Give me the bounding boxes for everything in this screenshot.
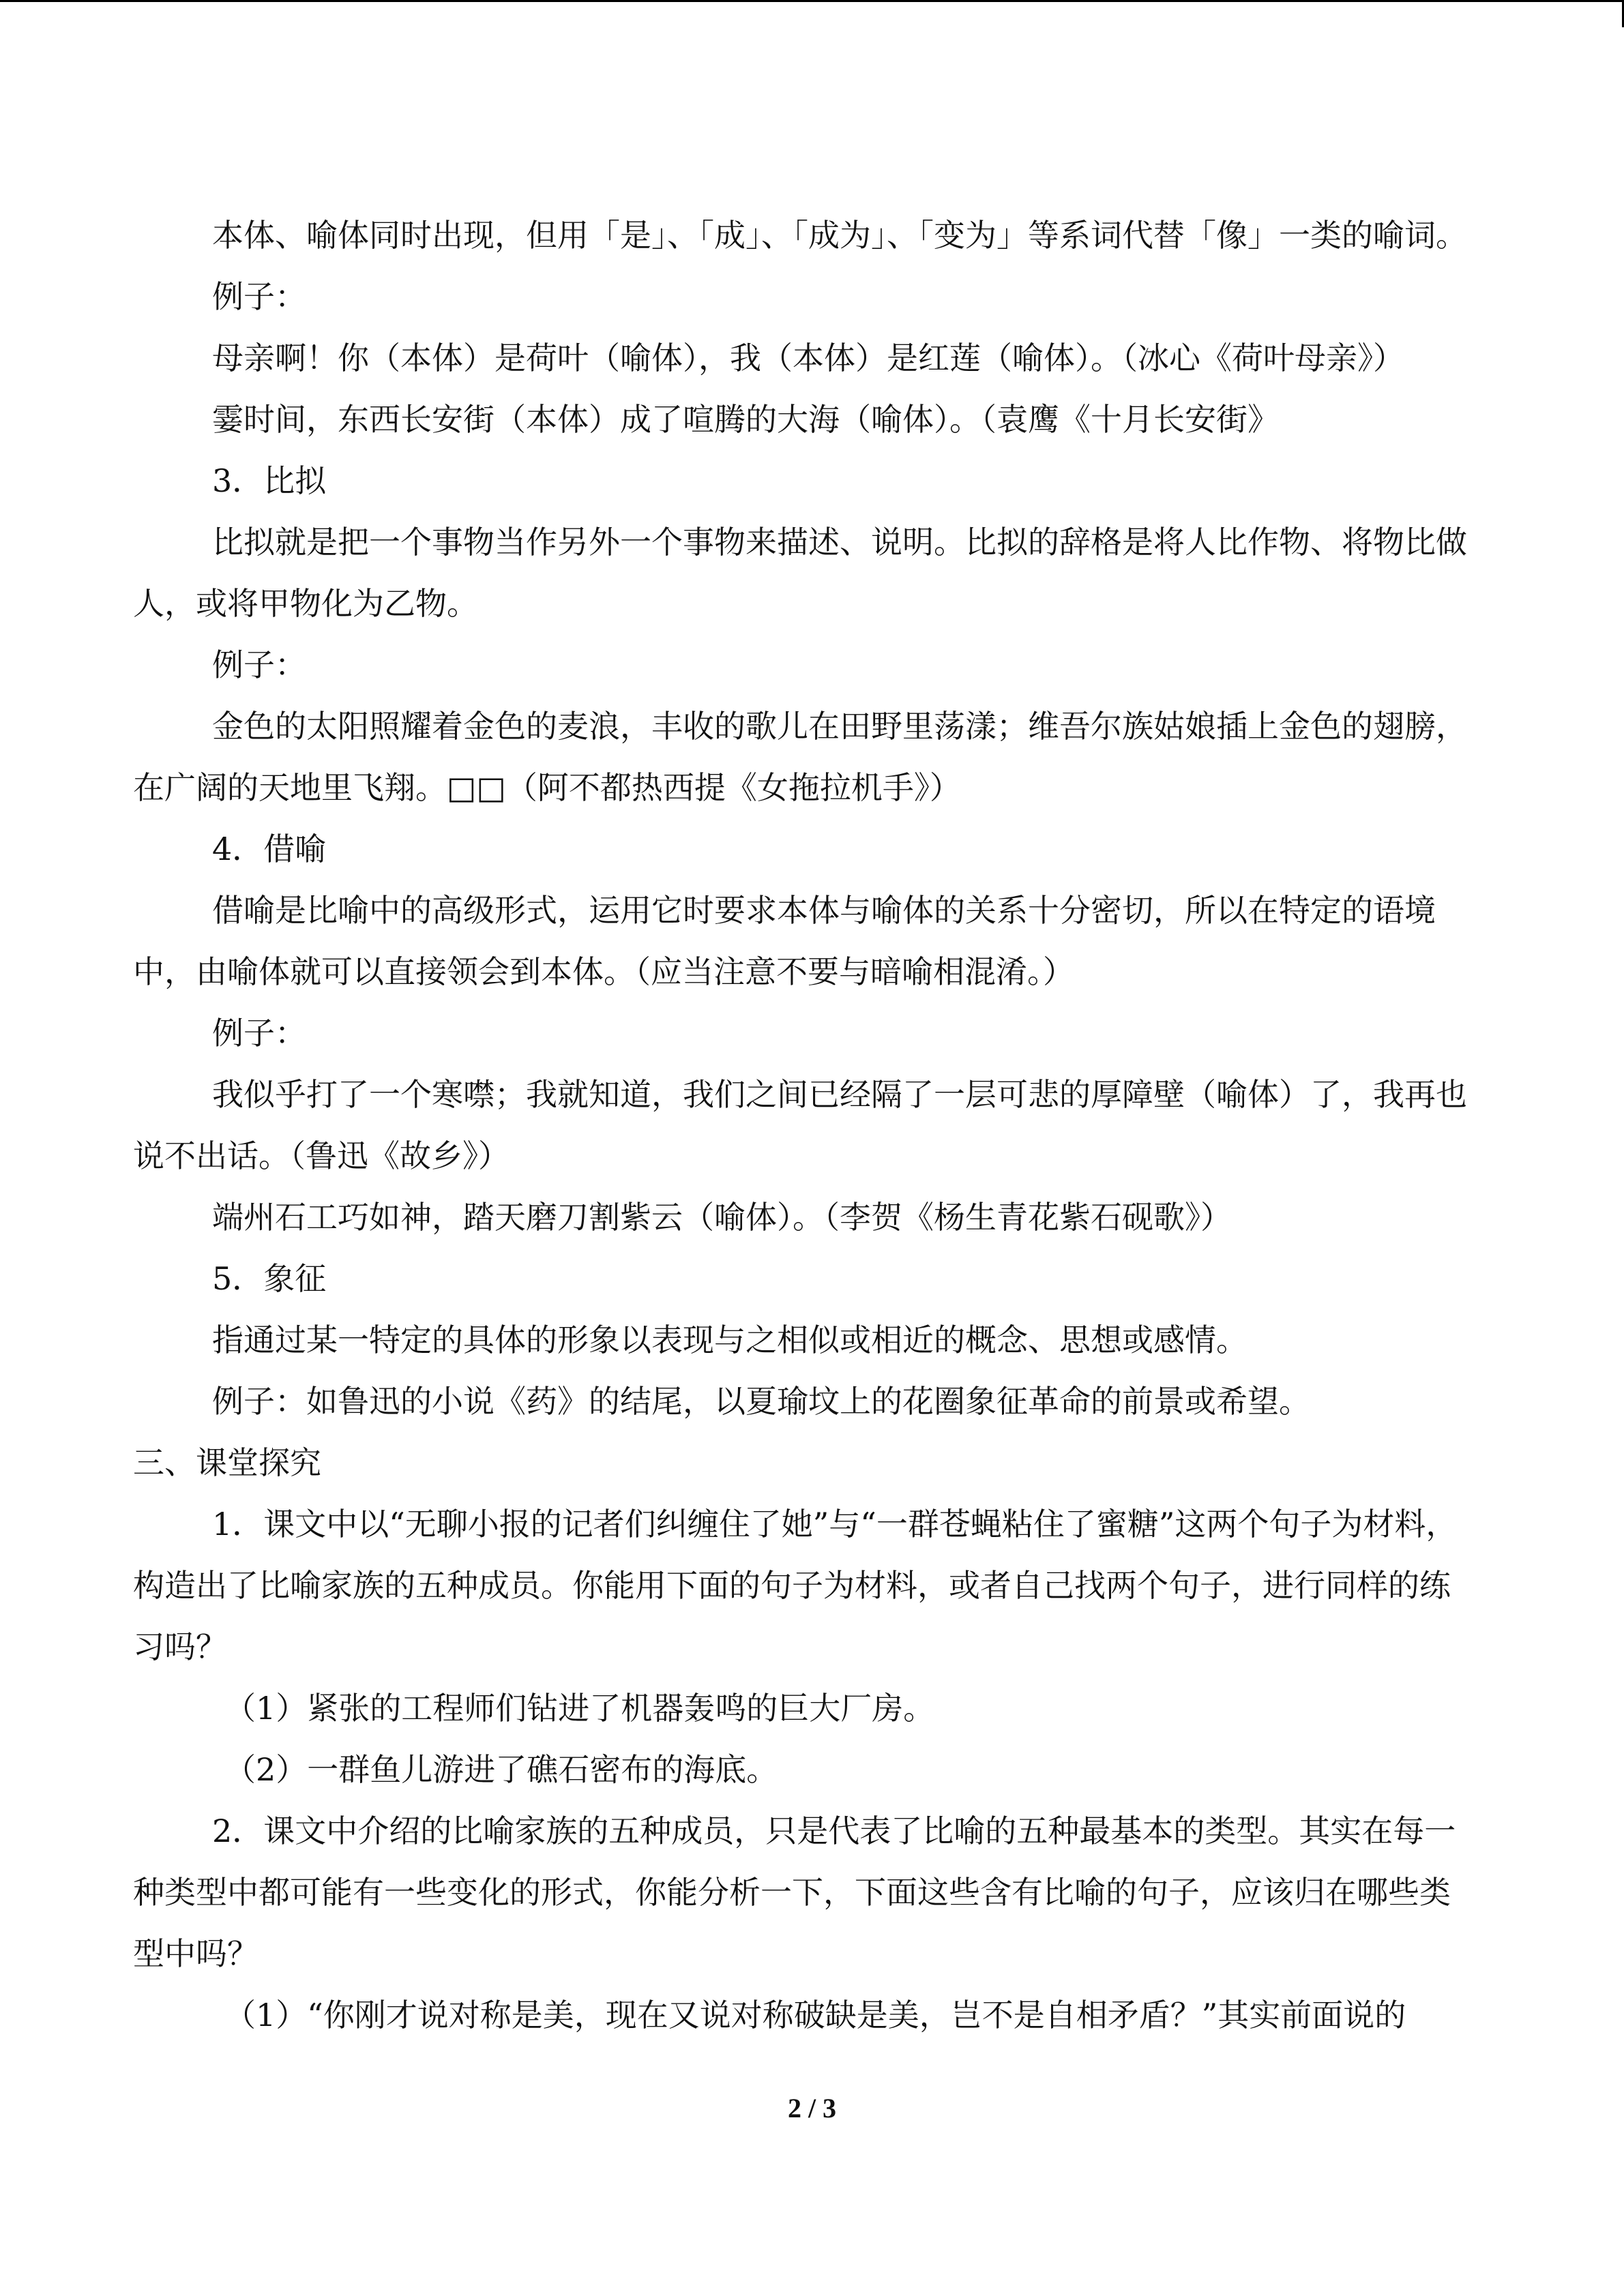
paragraph: 比拟就是把一个事物当作另外一个事物来描述、说明。比拟的辞格是将人比作物、将物比做人，或将甲物化为乙物。 bbox=[133, 524, 1467, 622]
paragraph: 1．课文中以“无聊小报的记者们纠缠住了她”与“一群苍蝇粘住了蜜糖”这两个句子为材料，构造出了比喻家族的五种成员。你能用下面的句子为材料，或者自己找两个句子，进行同样的练习吗？ bbox=[133, 1506, 1458, 1665]
paragraph: （1）“你刚才说对称是美，现在又说对称破缺是美，岂不是自相矛盾？”其实前面说的 bbox=[224, 1997, 1406, 2033]
body-text bbox=[133, 205, 1480, 2046]
paragraph: 例子：如鲁迅的小说《药》的结尾，以夏瑜坟上的花圈象征革命的前景或希望。 bbox=[212, 1383, 1310, 1420]
paragraph: 母亲啊！你（本体）是荷叶（喻体），我（本体）是红莲（喻体）。（冰心《荷叶母亲》） bbox=[212, 340, 1404, 376]
paragraph: （1）紧张的工程师们钻进了机器轰鸣的巨大厂房。 bbox=[224, 1690, 935, 1727]
paragraph: （2）一群鱼儿游进了礁石密布的海底。 bbox=[224, 1751, 778, 1788]
chapter-heading: 三、课堂探究 bbox=[133, 1444, 321, 1481]
page-number: 2 / 3 bbox=[787, 2093, 837, 2123]
paragraph: 借喻是比喻中的高级形式，运用它时要求本体与喻体的关系十分密切，所以在特定的语境中，由喻体就可以直接领会到本体。（应当注意不要与暗喻相混淆。） bbox=[133, 892, 1436, 990]
paragraph: 端州石工巧如神，踏天磨刀割紫云（喻体）。（李贺《杨生青花紫石砚歌》） bbox=[212, 1199, 1232, 1236]
paragraph: 我似乎打了一个寒噤；我就知道，我们之间已经隔了一层可悲的厚障壁（喻体）了，我再也说不出话。（鲁迅《故乡》） bbox=[133, 1076, 1467, 1174]
paragraph: 例子： bbox=[212, 646, 306, 683]
section-heading: 5．象征 bbox=[212, 1260, 327, 1297]
section-heading: 3．比拟 bbox=[212, 462, 327, 499]
paragraph: 2．课文中介绍的比喻家族的五种成员，只是代表了比喻的五种最基本的类型。其实在每一种类型中都可能有一些变化的形式，你能分析一下，下面这些含有比喻的句子，应该归在哪些类型中吗？ bbox=[133, 1813, 1456, 1972]
paragraph: 本体、喻体同时出现，但用「是」、「成」、「成为」、「变为」等系词代替「像」一类的喻词。 bbox=[212, 217, 1467, 254]
section-heading: 4．借喻 bbox=[212, 831, 327, 867]
paragraph: 霎时间，东西长安街（本体）成了喧腾的大海（喻体）。（袁鹰《十月长安街》 bbox=[212, 401, 1279, 438]
paragraph: 例子： bbox=[212, 278, 306, 315]
paragraph: 例子： bbox=[212, 1015, 306, 1052]
paragraph: 金色的太阳照耀着金色的麦浪，丰收的歌儿在田野里荡漾；维吾尔族姑娘插上金色的翅膀，在广阔的天地里飞翔。□□（阿不都热西提《女拖拉机手》） bbox=[133, 708, 1467, 806]
paragraph: 指通过某一特定的具体的形象以表现与之相似或相近的概念、思想或感情。 bbox=[212, 1322, 1247, 1358]
top-border bbox=[0, 0, 1624, 2]
